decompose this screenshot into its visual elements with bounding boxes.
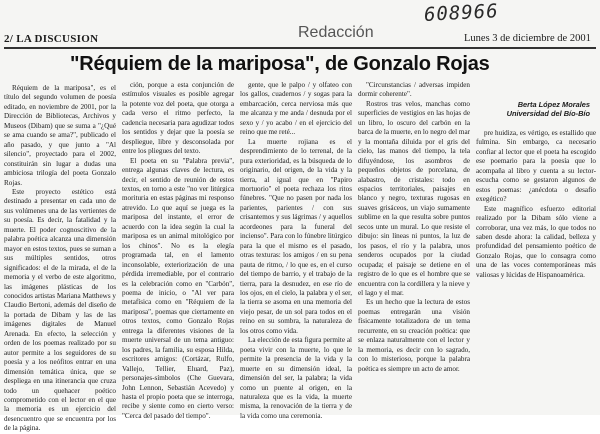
paragraph: Réquiem de la mariposa", es el título del segundo volumen de poesía editado, en noviembre de 2001, por la Dirección de Bibliotecas, Archivos y Museos (Dibam) que se suma a "¿Qué se ama cuando se ama?", publicado el año pasado, y que junto a "Al silencio", proyectado para el 2002, constituirán sin lugar a dudas una ambiciosa trilogía del poeta Gonzalo Rojas. (4, 84, 116, 187)
paragraph: Este magnífico esfuerzo editorial realizado por la Dibam sólo viene a corroborar, una vez más, lo que todos no saben desde ahora: la calidad, belleza y profundidad del pensamiento poético de Gonzalo Rojas, que lo consagra como una de las voces contemporáneas más valiosas y lúcidas de Hispanoamérica. (476, 204, 596, 279)
article-column-5 (476, 129, 596, 415)
paragraph: "Circunstancias / adversas impiden dormir coherente". (358, 81, 470, 99)
paragraph: Este proyecto estético está destinado a presentar en cada uno de sus volúmenes una de las vertientes de su poesía. Es decir, la fatalidad y la muerte. El poder cognoscitivo de la palabra poética alcanza una dimensión mayor en estos textos, pues se suman a sus múltiples sentidos, otros significados: el de la mirada, el de la memoria y el verbo de este algoritmo, las imágenes plásticas de los conocidos artistas Mariana Matthews y Claudio Bertoni, además del diseño de la portada de Dibam y las de las imágenes digitales de Manuel Arenada. En efecto, la selección y orden de los poemas realizado por su autor permite a los seguidores de su poesía y a los neófitos entrar en una dimensión temática única, que se despliega en una itinerancia que cruza todo un quehacer poético comprometido con el lector en el que la memoria es un ejercicio del desencuentro que se encuentra por los de la página. (4, 187, 116, 433)
page-number-section: 2/ LA DISCUSION (4, 33, 99, 45)
paragraph: gente, que le palpo / y olfateo con los gallos, cuadernos / y sogas para la embarcación, cerca nerviosa más que me alcanza y me anda / desnuda por el sexo y / yo acabo / en el ejercicio del reino que me reté... (240, 81, 352, 137)
byline (507, 100, 590, 118)
paragraph: El poeta en su "Palabra previa", entrega algunas claves de lectura, es decir, el sentido de reunión de estos textos, en torno a este "no ver litúrgica morituria en estas páginas mi responso atrevido. Lo que aquí se juega es la mariposa del instante, el error de acuerdo con la idea según la cual la mariposa es un animal mitológico por los chinos". No es la elegía programada tal, en el lamento inconsolable, exteriorización de una pérdida irremediable, por el contrario es la celebración como en "Carbón", poema de inicio, o "Al ver para metafísica como en "Réquiem de la mariposa", poemas que ciertamente en otros textos, como Gonzalo Rojas entrega la diferentes visiones de la muerte universal de un tema antiguo: los padres, la familia, su esposa Hilda, escritores amigos: (Cortázar, Rulfo, Vallejo, Tellier, Eluard, Paz), personajes-símbolos (Che Guevara, John Lennon, Sebastián Acevedo) y hasta el propio poeta que se interroga, recibe y siente como en cierto verso: "Cerca del pasado del tiempo". (122, 156, 234, 420)
paragraph: La muerte rojiana es el desprendimiento de lo terrenal, de la pura exterioridad, es la búsqueda de lo originario, del origen, de la vida y la tierra, al igual que en "Papiro mortuorio" el poeta rechaza los ritos fúnebres. "Que no pasen por nada los parientes, parientes / con sus crisantemos y sus lágrimas / y aquellos acordeones para la funeral del incienso". Para con lo fúnebre litúrgico para la que el mismo es el pasado, otras texturas: los amigos / en su pena pauta de ritmo, / lo que es, en el curso del tiempo de barrio, y el trabajo de la tierra, para la desnudez, en ese río de los ojos, en el cielo, la palabra y el ser, la tierra se asoma en una memoria del viejo pesar, de un sol para todos en el reino en su sombra, la naturaleza de los otros como vida. (240, 137, 352, 335)
paragraph: Rostros tras velos, manchas como superficies de vestigios en las hojas de un libro, lo oscuro del carbón en la barca de la muerte, en lo negro del mar y la montaña diluida por el gris del cielo, las manos del tiempo, la tela difuyéndose, los asombros de pequeños objetos de porcelana, de alabastro, de cristales: todo en espacios territoriales, paisajes en blanco y negro, texturas rugosas en suaves grisáceos, un viajo sumamente sublime en la que resulta sobre puntos secos unte un mural. Lo que resiste el dibujo: sin líneas ni puntos, la luz de los pasos, el río y la palabra, unos senderos ocupados por la ciudad ocupada; el paisaje se detiene en el registro de lo que es el hombre que se encuentra con la cordillera y la nieve y el lago y el mar. (358, 99, 470, 297)
section-title: Redacción (298, 24, 374, 41)
header-rule (4, 47, 596, 49)
article-column-4 (358, 81, 470, 415)
author-affiliation: Universidad del Bío-Bío (506, 109, 590, 118)
article-headline: "Réquiem de la mariposa", de Gonzalo Rojas (70, 53, 490, 75)
paragraph: Es un hecho que la lectura de estos poemas entregarán una visión físicamente totalizadora de un tema recurrente, en su creación poética: que se enlaza naturalmente con el lector y la memoria, es decir con lo sagrado, con lo misterioso, porque la palabra poética es siempre un acto de amor. (358, 298, 470, 373)
issue-date: Lunes 3 de diciembre de 2001 (464, 33, 591, 44)
paragraph: La elección de esta figura permite al poeta vivir con la muerte, lo que le permite la presencia de la vida y la muerte en su dimensión ideal, la dimensión del ser, la palabra; la vida como un puente al origen, en la naturaleza que es la vida, la muerte misma, la renovación de la tierra y de la vida como una ceremonia. (240, 336, 352, 420)
paragraph: pre huidiza, es vértigo, es estallido que fulmina. Sin embargo, ca necesario confiar al lector que el poeta ha escogido ese poemario para la poesía que lo acompaña al libro y cuenta a su lector-escucha como se gestaron algunos de estos poemas: ¿anécdota o desafío exegético? (476, 129, 596, 204)
archive-stamp-number: 608966 (423, 0, 500, 26)
article-column-1 (4, 84, 116, 433)
paragraph: ción, porque a esta conjunción de estímulos visuales es posible agregar la potente voz del poeta, que otorga a cada verso el ritmo perfecto, la cadencia necesaria para agudizar todos los sentidos y dejar que la poesía se despliegue, libre y desconsolada por entre los pliegues del texto. (122, 81, 234, 156)
author-name: Berta López Morales (517, 100, 590, 109)
article-column-3 (240, 81, 352, 420)
article-column-2 (122, 81, 234, 420)
